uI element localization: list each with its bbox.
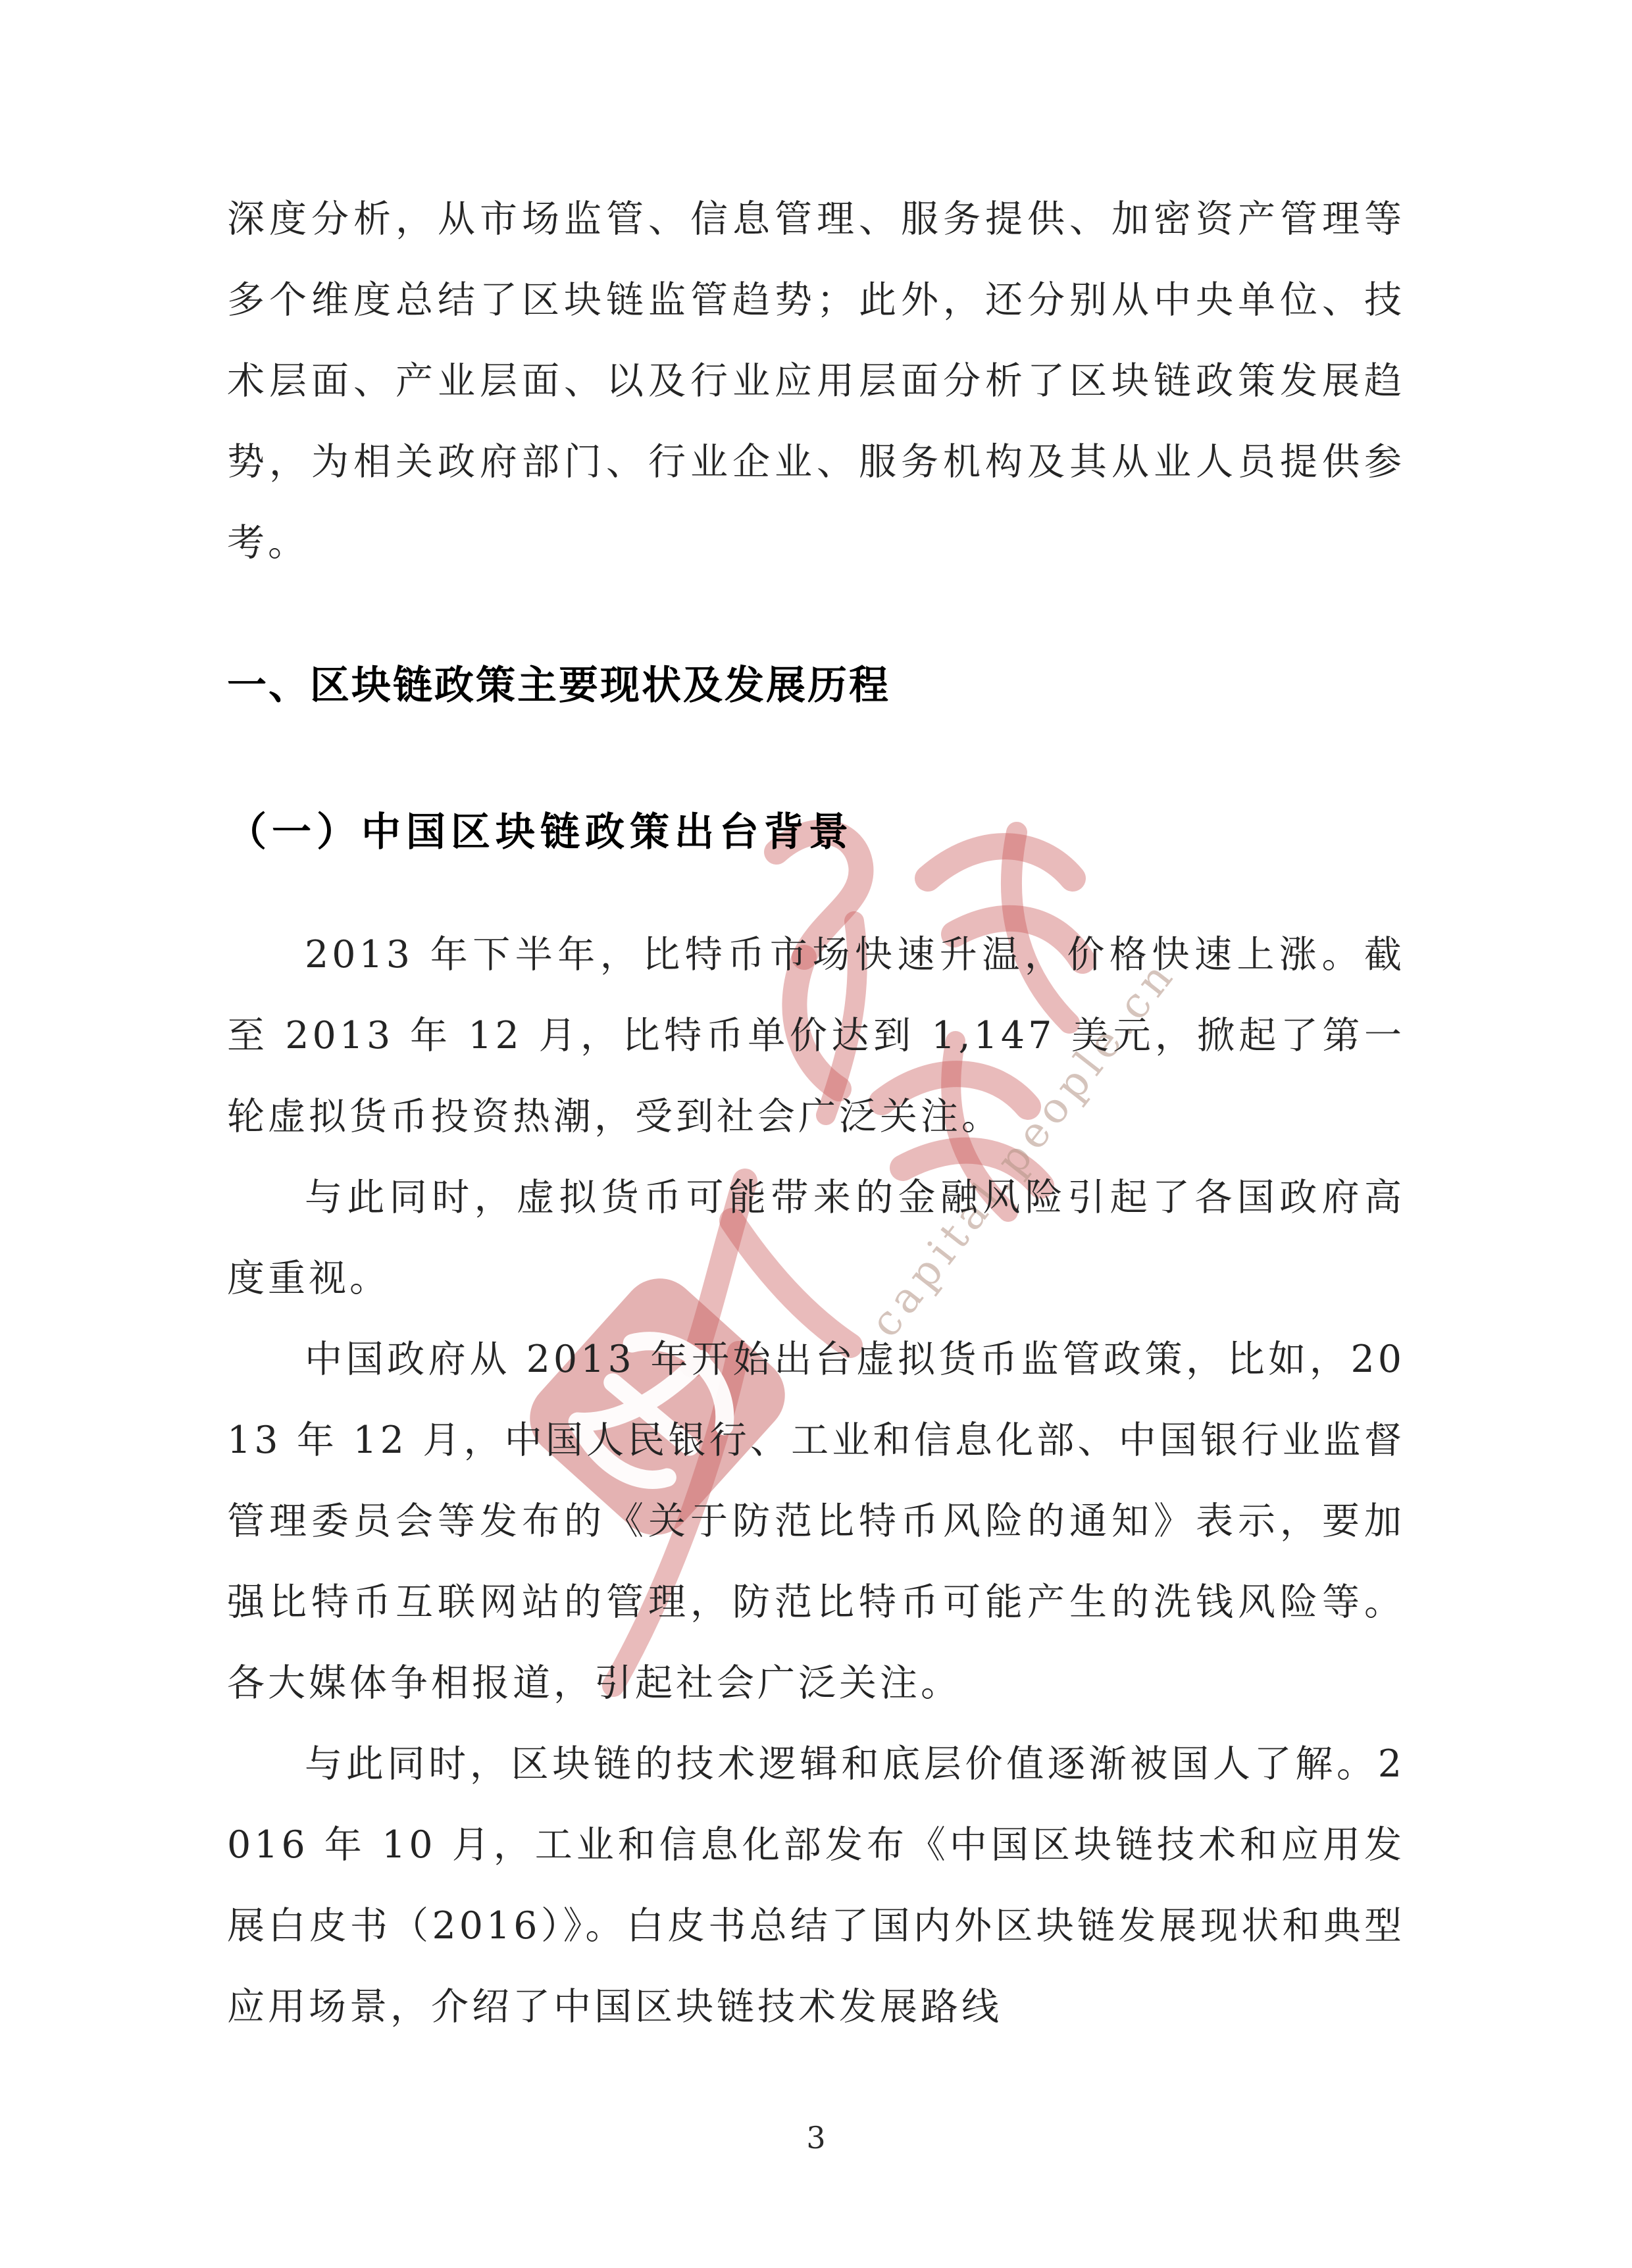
text-column — [227, 179, 1405, 2048]
paragraph: 与此同时，区块链的技术逻辑和底层价值逐渐被国人了解。2016 年 10 月，工业和信息化部发布《中国区块链技术和应用发展白皮书（2016）》。白皮书总结了国内外区块链发展现状和典型应用场景，介绍了中国区块链技术发展路线 — [227, 1742, 1405, 2029]
paragraph: 与此同时，虚拟货币可能带来的金融风险引起了各国政府高度重视。 — [227, 1176, 1405, 1300]
paragraph-continuation: 深度分析，从市场监管、信息管理、服务提供、加密资产管理等多个维度总结了区块链监管趋势；此外，还分别从中央单位、技术层面、产业层面、以及行业应用层面分析了区块链政策发展趋势，为相关政府部门、行业企业、服务机构及其从业人员提供参考。 — [227, 197, 1405, 565]
page-number: 3 — [806, 2120, 826, 2155]
paragraph: 2013 年下半年，比特币市场快速升温，价格快速上涨。截至 2013 年 12 月，比特币单价达到 1,147 美元，掀起了第一轮虚拟货币投资热潮，受到社会广泛关注。 — [227, 933, 1405, 1138]
paragraph: 中国政府从 2013 年开始出台虚拟货币监管政策，比如，2013 年 12 月，中国人民银行、工业和信息化部、中国银行业监督管理委员会等发布的《关于防范比特币风险的通知》表示，要加强比特币互联网站的管理，防范比特币可能产生的洗钱风险等。各大媒体争相报道，引起社会广泛关注。 — [227, 1338, 1405, 1705]
subsection-heading: （一）中国区块链政策出台背景 — [227, 809, 854, 855]
section-heading: 一、区块链政策主要现状及发展历程 — [227, 663, 890, 709]
watermark-domain-text: capital.people.cn — [861, 949, 1186, 1347]
